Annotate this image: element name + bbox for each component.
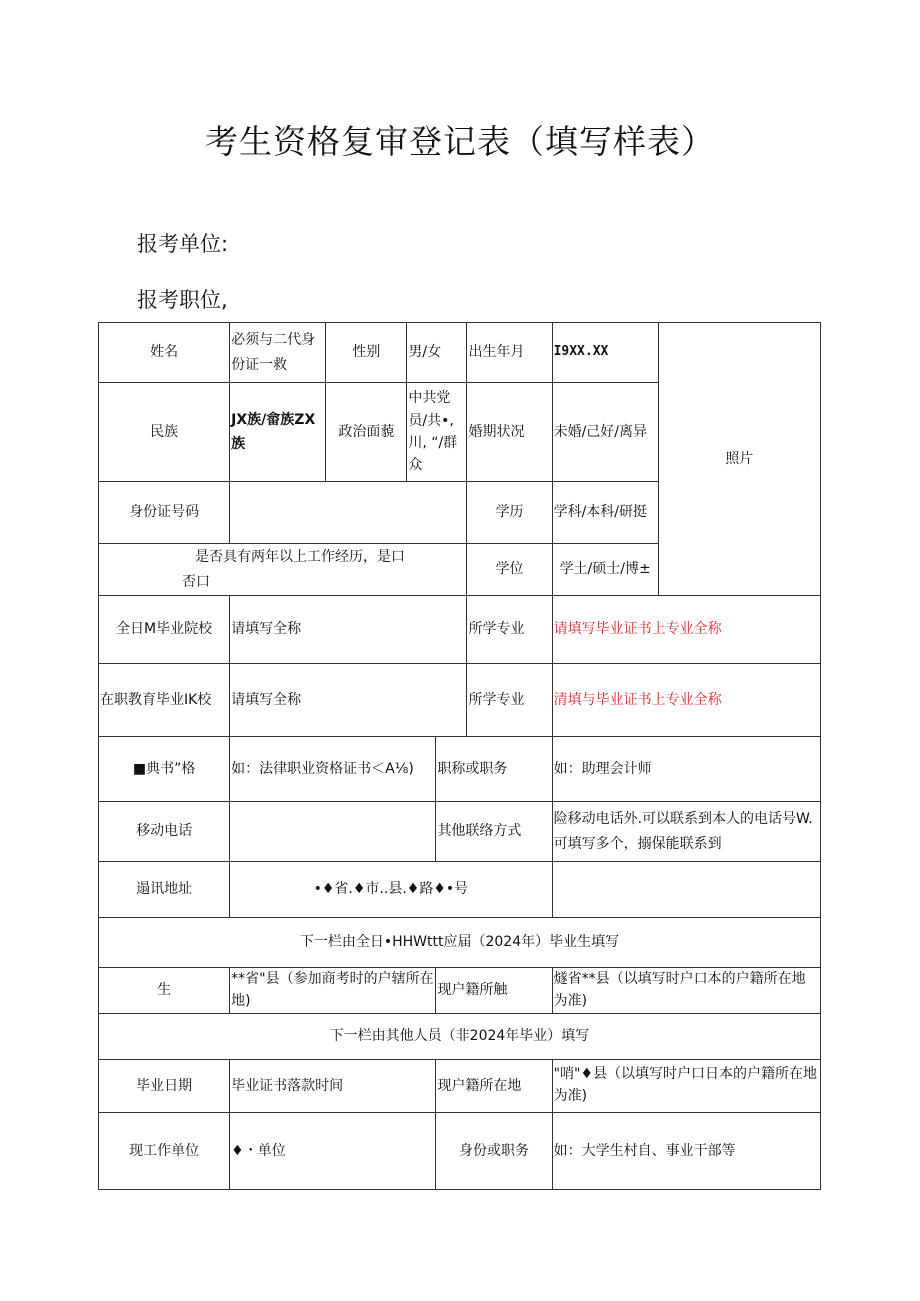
job-title-value[interactable]: 如：助理会计师 <box>552 737 820 802</box>
section-graduates-header: 下一栏由全日•HHWttt应届（2024年）毕业生填写 <box>99 918 821 968</box>
identity-value[interactable]: 如：大学生村自、事业干部等 <box>552 1113 820 1190</box>
id-number-value[interactable] <box>230 482 467 544</box>
work-experience-no: 否口 <box>182 573 210 590</box>
inservice-major-label: 所学专业 <box>467 664 552 737</box>
section-others-header: 下一栏由其他人员（非2024年毕业）填写 <box>99 1014 821 1060</box>
fulltime-major-label: 所学专业 <box>467 596 552 664</box>
inservice-school-value[interactable]: 请填写全称 <box>230 664 467 737</box>
address-extra[interactable] <box>552 862 820 918</box>
ethnic-value[interactable] <box>230 383 326 482</box>
gender-value[interactable]: 男/女 <box>407 323 467 383</box>
name-label: 姓名 <box>99 323 230 383</box>
current-hukou-value-2[interactable]: "哨"♦县（以填写时户口日本的户籍所在地为准) <box>552 1060 820 1113</box>
degree-value[interactable]: 学土/硕士/博± <box>552 544 658 596</box>
inservice-major-value[interactable]: 清填与毕业证书上专业全称 <box>552 664 820 737</box>
mobile-value[interactable] <box>230 802 436 862</box>
ethnic-label: 民族 <box>99 383 230 482</box>
name-value[interactable]: 必须与二代身份证一救 <box>230 323 326 383</box>
id-number-label: 身份证号码 <box>99 482 230 544</box>
inservice-school-label: 在职教育毕业IK校 <box>99 664 230 737</box>
registration-form-table <box>98 322 821 1190</box>
origin-label: 生 <box>99 968 230 1014</box>
photo-cell[interactable] <box>658 323 820 596</box>
certificate-label: ■典书”格 <box>99 737 230 802</box>
job-title-label: 职称或职务 <box>436 737 552 802</box>
certificate-value[interactable]: 如：法律职业资格证书＜A⅛) <box>230 737 436 802</box>
address-label: 遢讯地址 <box>99 862 230 918</box>
fulltime-school-value[interactable]: 请填写全称 <box>230 596 467 664</box>
birth-label: 出生年月 <box>467 323 552 383</box>
birth-value[interactable]: I9XX.XX <box>552 323 658 383</box>
employer-label: 现工作单位 <box>99 1113 230 1190</box>
page-title: 考生资格复审登记表（填写样表） <box>205 122 715 161</box>
political-label: 政治面藐 <box>326 383 407 482</box>
degree-label: 学位 <box>467 544 552 596</box>
ethnic-value-text: JX族/畲族ZX族 <box>231 411 316 452</box>
address-value[interactable]: •♦省.♦市..县.♦路♦•号 <box>230 862 552 918</box>
fulltime-school-label: 全日M毕业院校 <box>99 596 230 664</box>
other-contact-label: 其他联络方式 <box>436 802 552 862</box>
apply-post-label: 报考职位, <box>137 288 228 312</box>
photo-label: 照片 <box>725 450 754 467</box>
marriage-value[interactable]: 未婚/己好/离异 <box>552 383 658 482</box>
other-contact-value[interactable]: 险移动电话外.可以联系到本人的电话号W.可填写多个，搦保能联系到 <box>552 802 820 862</box>
origin-value[interactable]: **省"县（参加商考时的户辖所在地) <box>230 968 436 1014</box>
marriage-label: 婚期状况 <box>467 383 552 482</box>
apply-unit-label: 报考单位: <box>137 232 229 256</box>
education-value[interactable]: 学科/本科/研挺 <box>552 482 658 544</box>
employer-value[interactable]: ♦・单位 <box>230 1113 436 1190</box>
current-hukou-label-1: 现户籍所触 <box>436 968 552 1014</box>
work-experience-yes: 是否具有两年以上工作经历，是口 <box>195 549 405 565</box>
education-label: 学历 <box>467 482 552 544</box>
mobile-label: 移动电话 <box>99 802 230 862</box>
gender-label: 性别 <box>326 323 407 383</box>
work-experience-question[interactable] <box>99 544 467 596</box>
graduation-date-value[interactable]: 毕业证书落款时间 <box>230 1060 436 1113</box>
current-hukou-value-1[interactable]: 燧省**县（以填写时户口本的户籍所在地为准) <box>552 968 820 1014</box>
identity-label: 身份或职务 <box>436 1113 552 1190</box>
political-value[interactable]: 中共党员/共•,川, “/群众 <box>407 383 467 482</box>
graduation-date-label: 毕业日期 <box>99 1060 230 1113</box>
current-hukou-label-2: 现户籍所在地 <box>436 1060 552 1113</box>
fulltime-major-value[interactable]: 请填写毕业证书上专业全称 <box>552 596 820 664</box>
